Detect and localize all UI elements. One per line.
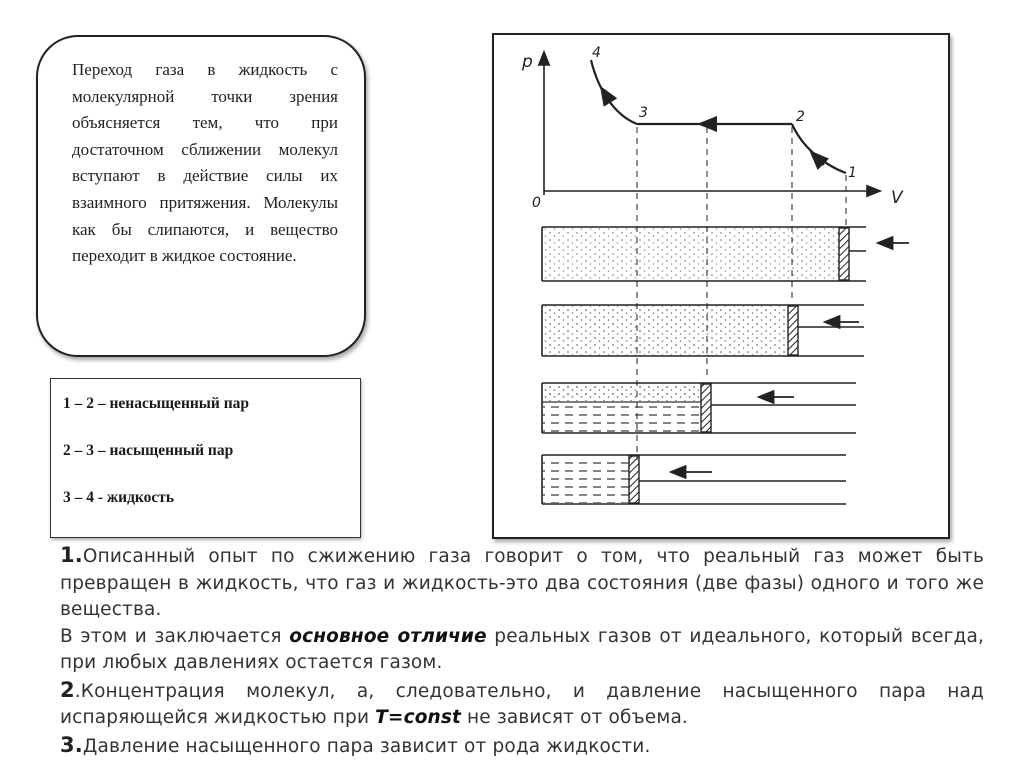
statement-1 xyxy=(60,542,984,624)
statement-2-number: 2 xyxy=(60,677,75,702)
intro-text-box xyxy=(36,35,366,357)
point-label-3: 3 xyxy=(639,105,648,121)
conclusions-text xyxy=(60,542,984,760)
isotherm-svg xyxy=(494,35,952,541)
point-label-1: 1 xyxy=(848,165,857,181)
legend-item-liquid: 3 – 4 - жидкость xyxy=(63,489,175,506)
statement-2-emphasis: T=const xyxy=(375,707,462,728)
legend-item-saturated: 2 – 3 – насыщенный пар xyxy=(63,442,234,459)
statement-3-number: 3. xyxy=(60,732,83,757)
arrow-3-4 xyxy=(602,89,612,105)
statement-2-post: не зависят от объема. xyxy=(461,707,688,728)
legend-box xyxy=(50,378,361,538)
isotherm-segment-3-4 xyxy=(591,60,637,124)
isotherm-segment-1-2 xyxy=(792,124,846,173)
statement-3-text: Давление насыщенного пара зависит от рода жидкости. xyxy=(82,735,651,757)
statement-1b xyxy=(60,624,984,677)
isotherm-diagram xyxy=(492,33,950,539)
cylinder-3 xyxy=(542,383,856,433)
statement-2 xyxy=(60,677,984,732)
point-label-2: 2 xyxy=(796,109,805,125)
intro-text: Переход газа в жидкость с молекулярной точки зрения объясняется тем, что при достаточном сближении молекул вступают в действие силы их взаимного притяжения. Молекулы как бы слипаются, и вещество переходит в жидкое состояние. xyxy=(72,60,338,266)
cylinder-2 xyxy=(542,305,864,356)
statement-2-pre: .Концентрация молекул, а, следовательно, и давление насыщенного пара над испаряющейся жидкостью при xyxy=(60,680,984,728)
statement-3 xyxy=(60,732,984,761)
statement-1-number: 1. xyxy=(60,543,83,567)
point-label-4: 4 xyxy=(592,45,601,61)
statement-1-text: Описанный опыт по сжижению газа говорит о том, что реальный газ может быть превращен в жидкость, что газ и жидкость-это два состояния (две фазы) одного и того же вещества. xyxy=(60,546,984,620)
p-axis-label: p xyxy=(522,52,533,72)
v-axis-label: V xyxy=(891,188,903,208)
statement-1b-pre: В этом и заключается xyxy=(60,625,290,647)
cylinder-4 xyxy=(542,455,846,504)
statement-1b-post: реальных газов от идеального, который всегда, при любых давлениях остается газом. xyxy=(60,625,984,673)
statement-1b-emphasis: основное отличие xyxy=(289,625,487,647)
origin-label: 0 xyxy=(532,195,541,211)
legend-item-unsaturated: 1 – 2 – ненасыщенный пар xyxy=(63,395,250,412)
cylinder-1 xyxy=(542,227,909,281)
